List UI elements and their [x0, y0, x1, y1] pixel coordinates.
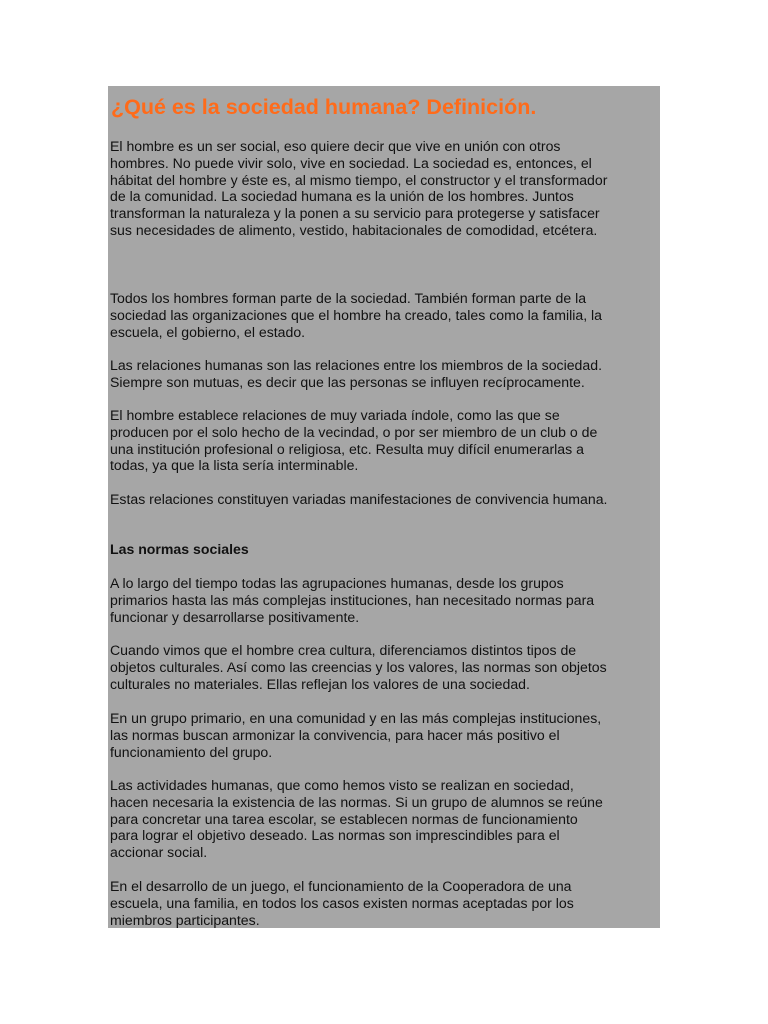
section-paragraph-5: En el desarrollo de un juego, el funcionamiento de la Cooperadora de una escuela, una familia, en todos los casos existen normas aceptadas por los miembros participantes.: [110, 878, 574, 928]
paragraph-2: Todos los hombres forman parte de la sociedad. También forman parte de la sociedad las organizaciones que el hombre ha creado, tales como la familia, la escuela, el gobierno, el estado.: [110, 290, 602, 340]
section-paragraph-2: Cuando vimos que el hombre crea cultura, diferenciamos distintos tipos de objetos culturales. Así como las creencias y los valores, las normas son objetos culturales no materiales. Ellas reflejan los valores de una sociedad.: [110, 642, 607, 692]
section-paragraph-4: Las actividades humanas, que como hemos visto se realizan en sociedad, hacen necesaria la existencia de las normas. Si un grupo de alumnos se reúne para concretar una tarea escolar, se establecen normas de funcionamiento para lograr el objetivo deseado. Las normas son imprescindibles para el accionar social.: [110, 777, 603, 861]
paragraph-3: Las relaciones humanas son las relaciones entre los miembros de la sociedad. Siempre son mutuas, es decir que las personas se influyen recíprocamente.: [110, 357, 602, 390]
paragraph-1: El hombre es un ser social, eso quiere decir que vive en unión con otros hombres. No puede vivir solo, vive en sociedad. La sociedad es, entonces, el hábitat del hombre y éste es, al mismo tiempo, el constructor y el transformador de la comunidad. La sociedad humana es la unión de los hombres. Juntos transforman la naturaleza y la ponen a su servicio para protegerse y satisfacer sus necesidades de alimento, vestido, habitacionales de comodidad, etcétera.: [110, 138, 608, 238]
section-paragraph-1: A lo largo del tiempo todas las agrupaciones humanas, desde los grupos primarios hasta las más complejas instituciones, han necesitado normas para funcionar y desarrollarse positivamente.: [110, 575, 595, 625]
section-heading: Las normas sociales: [110, 541, 249, 557]
document-page: [108, 86, 660, 928]
document-title: ¿Qué es la sociedad humana? Definición.: [111, 95, 537, 119]
paragraph-4: El hombre establece relaciones de muy variada índole, como las que se producen por el solo hecho de la vecindad, o por ser miembro de un club o de una institución profesional o religiosa, etc. Resulta muy difícil enumerarlas a todas, ya que la lista sería interminable.: [110, 407, 598, 474]
section-paragraph-3: En un grupo primario, en una comunidad y en las más complejas instituciones, las normas buscan armonizar la convivencia, para hacer más positivo el funcionamiento del grupo.: [110, 710, 602, 760]
paragraph-5: Estas relaciones constituyen variadas manifestaciones de convivencia humana.: [110, 491, 608, 507]
